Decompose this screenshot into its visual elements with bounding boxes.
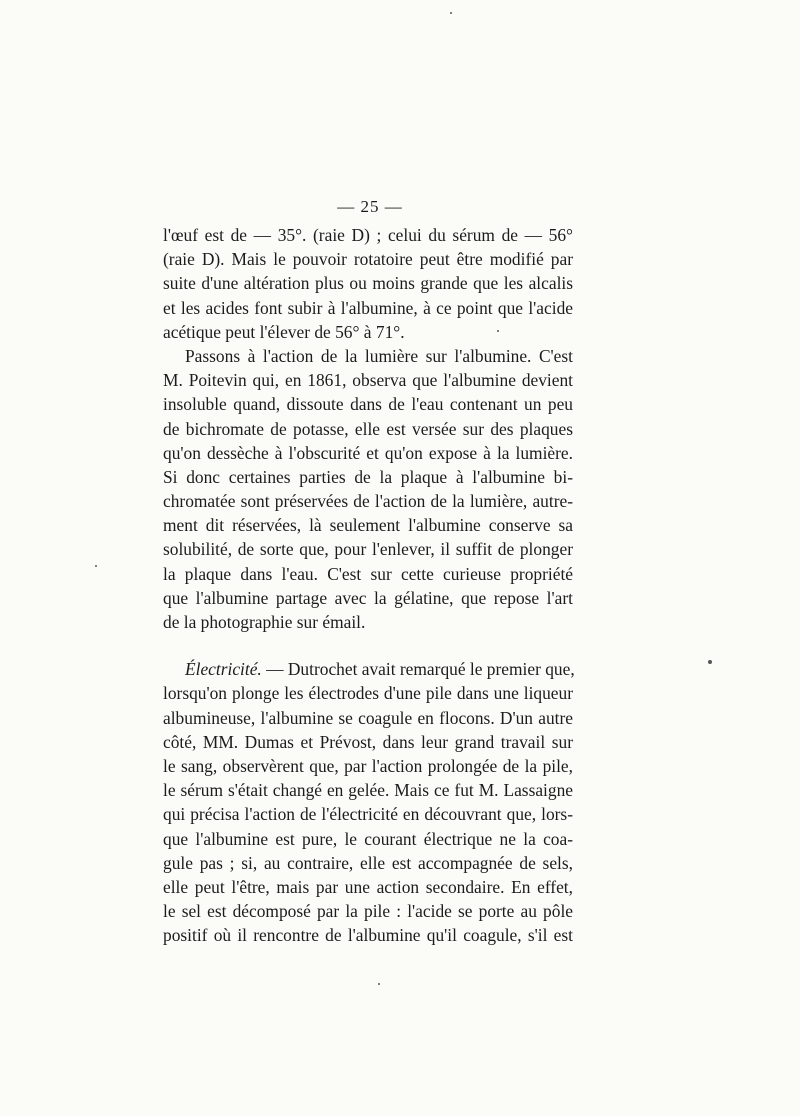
- text-line: albumineuse, l'albumine se coagule en flocons. D'un autre: [163, 707, 573, 728]
- text-line: et les acides font subir à l'albumine, à ce point que l'acide: [163, 297, 573, 318]
- paragraph-3: [163, 657, 573, 947]
- text-line: acétique peut l'élever de 56° à 71°.: [163, 321, 405, 342]
- text-line: ment dit réservées, là seulement l'albumine conserve sa: [163, 515, 573, 536]
- text-line: de la photographie sur émail.: [163, 612, 366, 632]
- text-line: [163, 657, 573, 681]
- text-line: elle peut l'être, mais par une action secondaire. En effet,: [163, 876, 573, 897]
- text-line: que l'albumine est pure, le courant électrique ne la coa-: [163, 828, 573, 849]
- text-line: le sel est décomposé par la pile : l'acide se porte au pôle: [163, 901, 573, 922]
- text-line: la plaque dans l'eau. C'est sur cette curieuse propriété: [163, 563, 573, 584]
- dust-speck: [450, 12, 452, 14]
- dust-speck: [95, 565, 97, 567]
- paragraph-spacer: [163, 634, 573, 657]
- text-line: positif où il rencontre de l'albumine qu'il coagule, s'il est: [163, 925, 573, 946]
- text-line: qui précisa l'action de l'électricité en découvrant que, lors-: [163, 804, 573, 825]
- text-line: de bichromate de potasse, elle est versée sur des plaques: [163, 418, 573, 439]
- text-line: suite d'une altération plus ou moins grande que les alcalis: [163, 273, 573, 294]
- page-number: — 25 —: [337, 197, 403, 216]
- dust-speck: [497, 330, 499, 332]
- text-line: chromatée sont préservées de l'action de la lumière, autre-: [163, 491, 573, 512]
- text-run: — Dutrochet avait remarqué le premier que,: [261, 659, 575, 680]
- text-line: lorsqu'on plonge les électrodes d'une pile dans une liqueur: [163, 683, 573, 704]
- text-line: M. Poitevin qui, en 1861, observa que l'albumine devient: [163, 370, 573, 391]
- dust-speck: [378, 983, 380, 985]
- paragraph-2: [163, 344, 573, 634]
- text-line: solubilité, de sorte que, pour l'enlever, il suffit de plonger: [163, 539, 573, 560]
- text-line: qu'on dessèche à l'obscurité et qu'on expose à la lumière.: [163, 442, 573, 463]
- body-text: [163, 223, 573, 947]
- text-line: insoluble quand, dissoute dans de l'eau contenant un peu: [163, 394, 573, 415]
- text-line: (raie D). Mais le pouvoir rotatoire peut être modifié par: [163, 249, 573, 270]
- text-line: Si donc certaines parties de la plaque à l'albumine bi-: [163, 466, 573, 487]
- text-line: le sang, observèrent que, par l'action prolongée de la pile,: [163, 755, 573, 776]
- dust-speck: [708, 660, 712, 664]
- text-line: que l'albumine partage avec la gélatine, que repose l'art: [163, 587, 573, 608]
- text-line: le sérum s'était changé en gelée. Mais ce fut M. Lassaigne: [163, 780, 573, 801]
- text-line: côté, MM. Dumas et Prévost, dans leur grand travail sur: [163, 731, 573, 752]
- paragraph-1: [163, 223, 573, 344]
- text-line: l'œuf est de — 35°. (raie D) ; celui du sérum de — 56°: [163, 225, 573, 245]
- section-heading-italic: Électricité.: [185, 659, 262, 680]
- text-line: gule pas ; si, au contraire, elle est accompagnée de sels,: [163, 852, 573, 873]
- text-line: Passons à l'action de la lumière sur l'albumine. C'est: [185, 345, 573, 366]
